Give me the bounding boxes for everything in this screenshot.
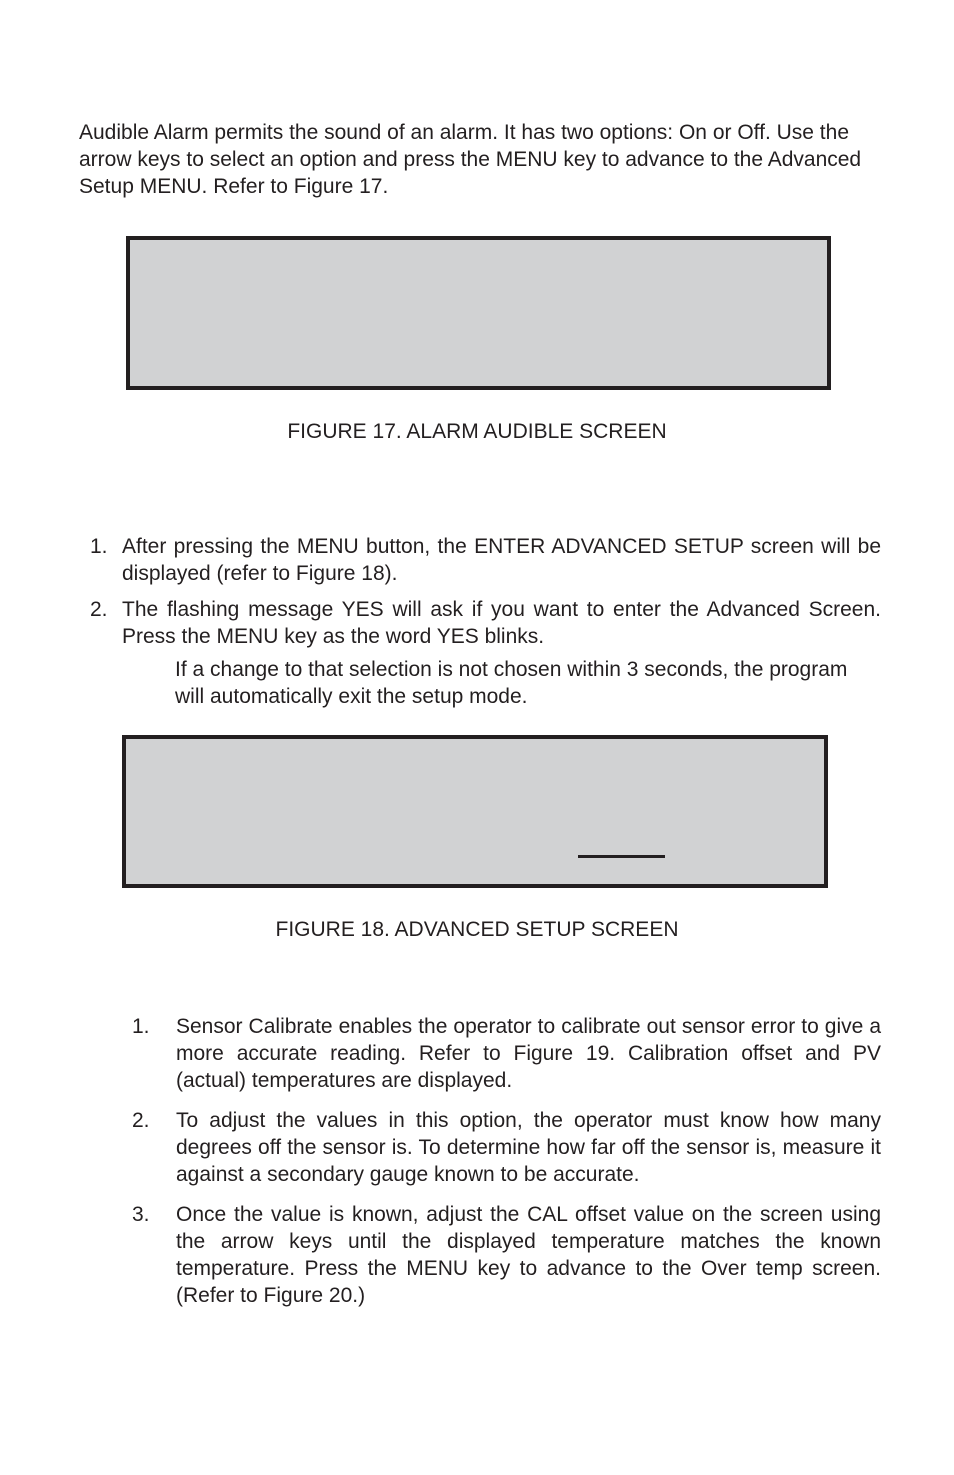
sensor-calibrate-step-1	[132, 1013, 881, 1094]
step-text: Once the value is known, adjust the CAL offset value on the screen using the arrow keys until the displayed temperature matches the known temperature. Press the MENU key to advance to the Over temp screen. (Refer to Figure 20.)	[176, 1203, 881, 1307]
step-number: 1.	[132, 1015, 150, 1038]
advanced-setup-note: If a change to that selection is not chosen within 3 seconds, the program will automatically exit the setup mode.	[175, 658, 848, 708]
step-number: 2.	[132, 1109, 150, 1132]
step-text: The flashing message YES will ask if you want to enter the Advanced Screen. Press the MENU key as the word YES blinks.	[122, 598, 881, 648]
blinking-cursor-underline	[578, 855, 665, 858]
sensor-calibrate-step-3	[132, 1201, 881, 1309]
advanced-setup-step-2	[90, 596, 881, 650]
advanced-setup-step-1	[90, 533, 881, 587]
step-text: To adjust the values in this option, the operator must know how many degrees off the sensor is. To determine how far off the sensor is, measure it against a secondary gauge known to be accurate.	[176, 1109, 881, 1186]
step-text: After pressing the MENU button, the ENTER ADVANCED SETUP screen will be displayed (refer to Figure 18).	[122, 535, 881, 585]
sensor-calibrate-step-2	[132, 1107, 881, 1188]
intro-paragraph: Audible Alarm permits the sound of an alarm. It has two options: On or Off. Use the arrow keys to select an option and press the MENU key to advance to the Advanced Setup MENU. Refer to Figure 17.	[79, 121, 862, 198]
alarm-audible-display-screen	[126, 236, 831, 390]
figure-17-caption: FIGURE 17. ALARM AUDIBLE SCREEN	[287, 420, 667, 443]
step-number: 2.	[90, 598, 108, 621]
advanced-setup-display-screen	[122, 735, 828, 888]
step-number: 1.	[90, 535, 108, 558]
figure-18-caption: FIGURE 18. ADVANCED SETUP SCREEN	[275, 918, 679, 941]
step-text: Sensor Calibrate enables the operator to calibrate out sensor error to give a more accurate reading. Refer to Figure 19. Calibration offset and PV (actual) temperatures are displayed.	[176, 1015, 881, 1092]
step-number: 3.	[132, 1203, 150, 1226]
